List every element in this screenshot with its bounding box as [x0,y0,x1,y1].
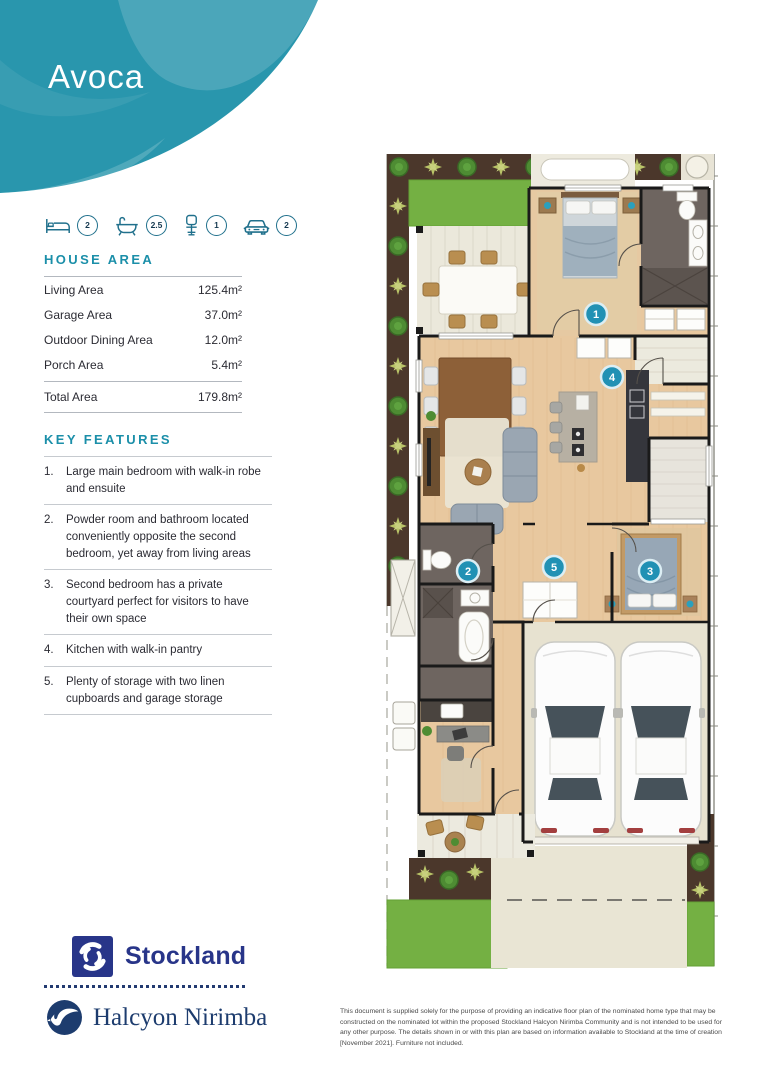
marker-1 [585,303,607,325]
feature-text: Kitchen with walk-in pantry [66,644,203,657]
total-value: 179.8m² [197,390,242,404]
study-count-badge: 1 [206,215,227,236]
key-features-section [44,432,272,715]
bedroom-count-badge: 2 [77,215,98,236]
area-label: Porch Area [44,357,104,372]
dotted-divider [44,985,245,988]
feature-number: 4. [44,644,54,657]
front-porch-strip [531,154,635,188]
list-item [44,570,272,635]
area-label: Living Area [44,282,104,297]
list-item [44,505,272,570]
feature-text: Second bedroom has a private courtyard perfect for visitors to have their own space [66,579,249,625]
bed-icon [44,215,72,236]
header-petal-shape [0,0,332,210]
marker-3 [639,560,661,582]
svg-text:3: 3 [646,566,654,578]
halcyon-logo [46,999,267,1036]
hall-cupboards [577,338,631,358]
total-label: Total Area [44,390,98,404]
area-label: Outdoor Dining Area [44,332,153,347]
area-value: 5.4m² [211,357,242,372]
car-count-badge: 2 [276,215,297,236]
list-item [44,667,272,715]
floor-plan [383,146,741,1001]
house-area-heading: HOUSE AREA [44,252,155,267]
outdoor-dining-area [416,226,533,334]
bathroom-count-badge: 2.5 [146,215,167,236]
dwelling-stats [44,213,297,237]
svg-text:4: 4 [608,372,616,384]
house-area-section [44,252,242,413]
bathroom-wing [419,524,493,700]
page-title: Avoca [48,58,145,95]
car-left [531,642,619,836]
key-features-list [44,456,272,715]
key-features-heading: KEY FEATURES [44,432,173,447]
stat-bedrooms [44,215,98,236]
svg-text:1: 1 [592,309,600,321]
table-row [44,352,242,377]
house-area-table [44,276,242,413]
feature-number: 2. [44,514,54,527]
feature-text: Plenty of storage with two linen cupboards and garage storage [66,676,225,705]
study-icon [182,213,201,237]
svg-text:5: 5 [550,562,558,574]
table-row-total [44,381,242,412]
halcyon-wordmark: Halcyon Nirimba [93,1003,268,1031]
feature-text: Powder room and bathroom located conveniently opposite the second bedroom, yet away from living areas [66,514,251,560]
car-icon [242,214,271,236]
marker-2 [457,560,479,582]
rear-porch [417,814,535,858]
area-label: Garage Area [44,307,113,322]
feature-number: 5. [44,676,54,689]
disclaimer-text: This document is supplied solely for the purpose of providing an indicative floor plan of the nominated home type that may be constructed on the nominated lot within the proposed Stockland Halcyon Nirimba Community and is not intended to be used for any other purpose. The details shown in or with this plan are based on information available to Stockland at the time of creation [November 2021]. Furniture not included. [340,1008,722,1047]
private-courtyard [649,438,709,524]
area-value: 12.0m² [204,332,242,347]
feature-text: Large main bedroom with walk-in robe and ensuite [66,466,261,495]
list-item [44,457,272,505]
feature-number: 1. [44,466,54,478]
marker-4 [601,366,623,388]
marker-5 [543,556,565,578]
outdoor-utilities [391,560,415,750]
stockland-wordmark: Stockland [125,942,247,970]
halcyon-bird-icon [46,999,83,1036]
table-row [44,277,242,302]
bath-icon [113,214,141,237]
car-right [617,642,705,836]
stockland-swirl-icon [72,936,113,977]
table-row [44,302,242,327]
stat-study [182,213,227,237]
svg-text:2: 2 [464,566,472,578]
stat-cars [242,214,297,236]
stockland-logo [72,936,246,977]
area-value: 37.0m² [204,307,242,322]
feature-number: 3. [44,579,54,592]
list-item [44,635,272,667]
garage [523,622,709,844]
area-value: 125.4m² [197,282,242,297]
table-row [44,327,242,352]
stat-bathrooms [113,214,167,237]
ensuite [641,188,709,306]
